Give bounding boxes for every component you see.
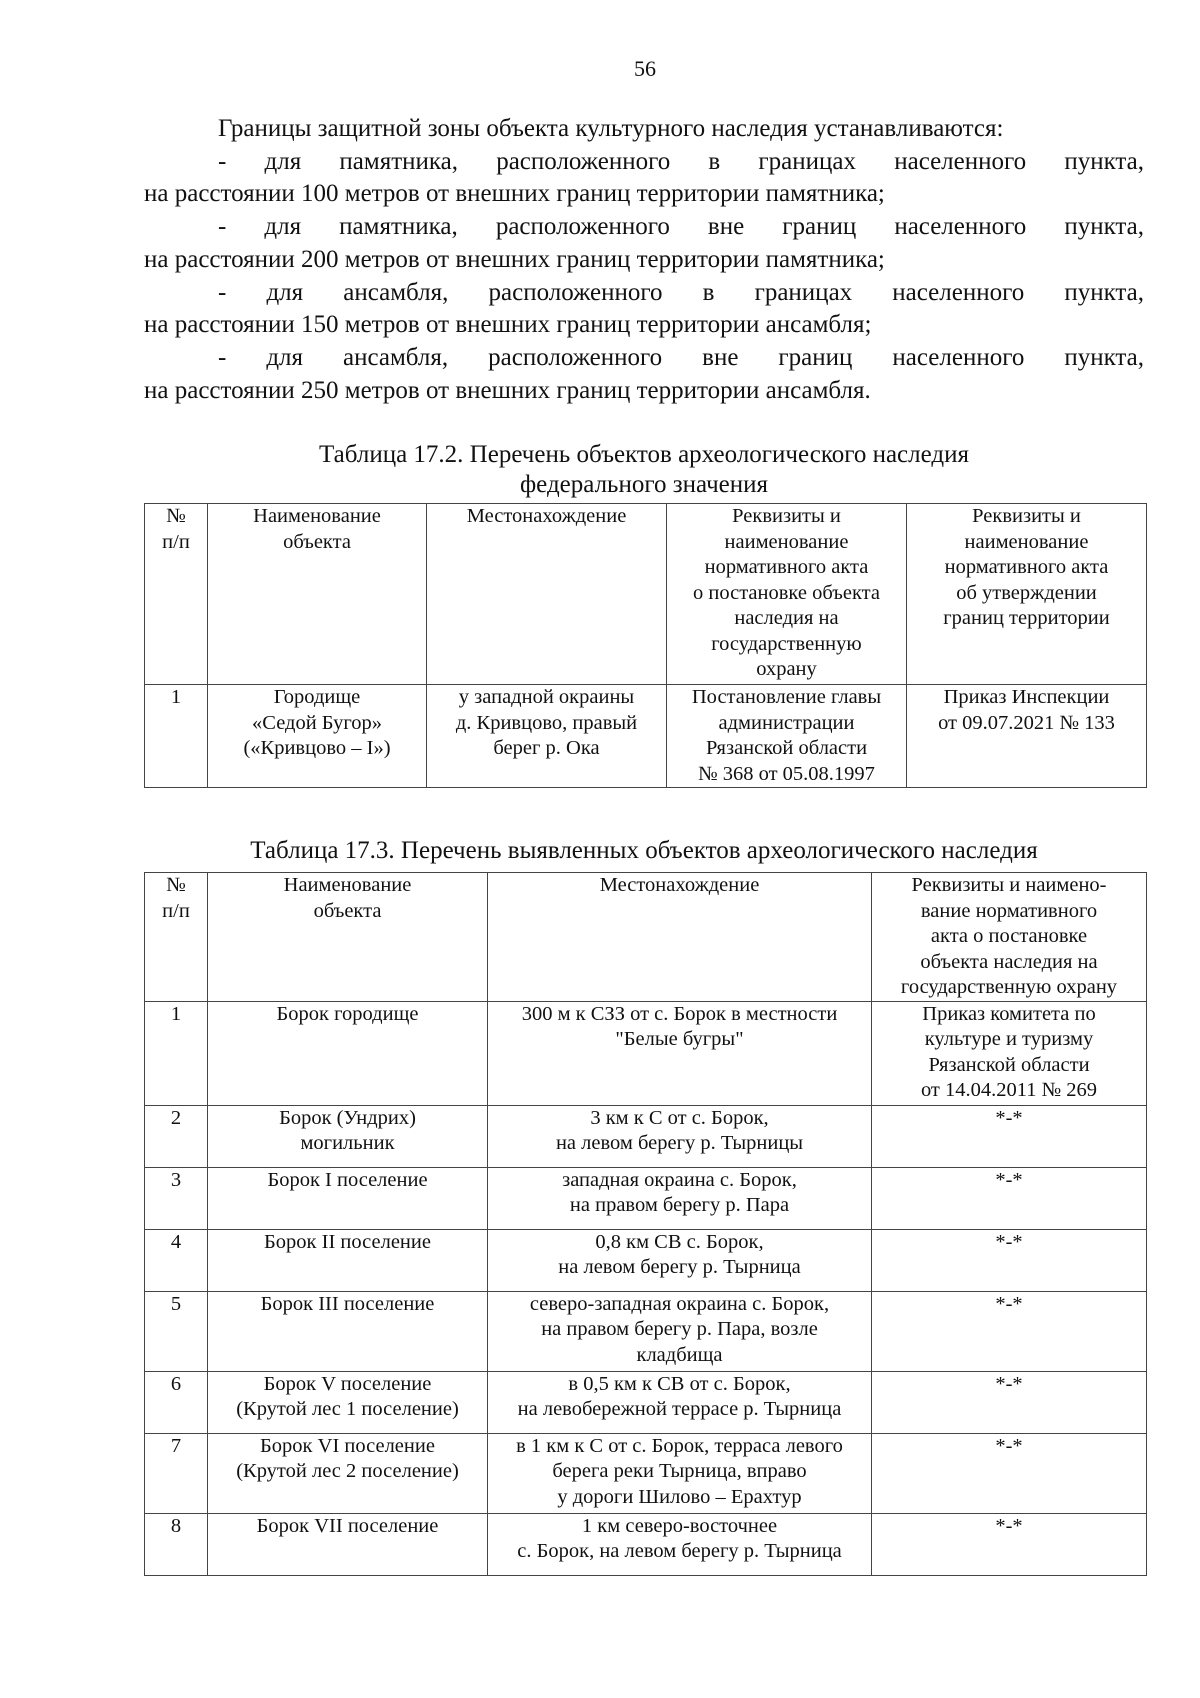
table2-cell-name: Борок II поселение bbox=[208, 1229, 488, 1291]
table-row bbox=[145, 1371, 1147, 1433]
table2-cell-name: Борок VII поселение bbox=[208, 1513, 488, 1575]
table1-cell-boundary-act: Приказ Инспекции от 09.07.2021 № 133 bbox=[907, 685, 1147, 788]
table-row bbox=[145, 1433, 1147, 1513]
table1-header-row bbox=[145, 504, 1147, 685]
table2-cell-num: 7 bbox=[145, 1433, 208, 1513]
table2-cell-protection-act: *-* bbox=[872, 1291, 1147, 1371]
table2-cell-protection-act: *-* bbox=[872, 1371, 1147, 1433]
table2-cell-protection-act: Приказ комитета по культуре и туризму Рязанской области от 14.04.2011 № 269 bbox=[872, 1001, 1147, 1105]
table2-cell-location: 1 км северо-восточнее с. Борок, на левом берегу р. Тырница bbox=[488, 1513, 872, 1575]
table2-cell-protection-act: *-* bbox=[872, 1433, 1147, 1513]
table2-cell-protection-act: *-* bbox=[872, 1229, 1147, 1291]
table2-header-num: № п/п bbox=[145, 873, 208, 1002]
table1-header-protection-act: Реквизиты и наименование нормативного акта о постановке объекта наследия на государственную охрану bbox=[667, 504, 907, 685]
table2-cell-num: 8 bbox=[145, 1513, 208, 1575]
intro-item-2-line2: на расстоянии 200 метров от внешних границ территории памятника; bbox=[144, 245, 885, 273]
table1-header-boundary-act: Реквизиты и наименование нормативного акта об утверждении границ территории bbox=[907, 504, 1147, 685]
table-row bbox=[145, 685, 1147, 788]
table2-cell-location: 0,8 км СВ с. Борок, на левом берегу р. Тырница bbox=[488, 1229, 872, 1291]
table-row bbox=[145, 1105, 1147, 1167]
table1-caption-line1: Таблица 17.2. Перечень объектов археологического наследия bbox=[319, 441, 969, 468]
table2-cell-protection-act: *-* bbox=[872, 1105, 1147, 1167]
table2-cell-location: в 1 км к С от с. Борок, терраса левого берега реки Тырница, вправо у дороги Шилово – Ерахтур bbox=[488, 1433, 872, 1513]
table1-header-name: Наименование объекта bbox=[208, 504, 427, 685]
table1-header-location: Местонахождение bbox=[427, 504, 667, 685]
table2-cell-num: 6 bbox=[145, 1371, 208, 1433]
table2-cell-location: 300 м к СЗЗ от с. Борок в местности "Белые бугры" bbox=[488, 1001, 872, 1105]
table2-cell-num: 5 bbox=[145, 1291, 208, 1371]
intro-item-3-line1: - для ансамбля, расположенного в границах населенного пункта, bbox=[218, 278, 1144, 306]
table2-cell-num: 2 bbox=[145, 1105, 208, 1167]
table2-header-protection-act: Реквизиты и наимено- вание нормативного акта о постановке объекта наследия на государственную охрану bbox=[872, 873, 1147, 1002]
intro-item-1-line2: на расстоянии 100 метров от внешних границ территории памятника; bbox=[144, 180, 885, 208]
table1-cell-location: у западной окраины д. Кривцово, правый берег р. Ока bbox=[427, 685, 667, 788]
table2-cell-protection-act: *-* bbox=[872, 1167, 1147, 1229]
table-identified-objects bbox=[144, 872, 1147, 1576]
table2-cell-name: Борок VI поселение (Крутой лес 2 поселение) bbox=[208, 1433, 488, 1513]
intro-item-4-line1: - для ансамбля, расположенного вне границ населенного пункта, bbox=[218, 343, 1144, 371]
table2-cell-name: Борок I поселение bbox=[208, 1167, 488, 1229]
intro-text bbox=[144, 113, 1144, 407]
table2-cell-location: 3 км к С от с. Борок, на левом берегу р. Тырницы bbox=[488, 1105, 872, 1167]
table2-cell-location: в 0,5 км к СВ от с. Борок, на левобережной террасе р. Тырница bbox=[488, 1371, 872, 1433]
table2-cell-num: 1 bbox=[145, 1001, 208, 1105]
intro-item-1-line1: - для памятника, расположенного в границах населенного пункта, bbox=[218, 147, 1144, 175]
table-row bbox=[145, 1229, 1147, 1291]
table-row bbox=[145, 1167, 1147, 1229]
table2-cell-num: 4 bbox=[145, 1229, 208, 1291]
table2-cell-name: Борок III поселение bbox=[208, 1291, 488, 1371]
table2-header-row bbox=[145, 873, 1147, 1002]
intro-item-3-line2: на расстоянии 150 метров от внешних границ территории ансамбля; bbox=[144, 311, 872, 339]
table2-cell-protection-act: *-* bbox=[872, 1513, 1147, 1575]
table-federal-objects bbox=[144, 503, 1147, 788]
table1-caption bbox=[144, 440, 1144, 500]
table1-cell-protection-act: Постановление главы администрации Рязанской области № 368 от 05.08.1997 bbox=[667, 685, 907, 788]
table1-cell-num: 1 bbox=[145, 685, 208, 788]
table2-cell-name: Борок V поселение (Крутой лес 1 поселение) bbox=[208, 1371, 488, 1433]
table2-caption: Таблица 17.3. Перечень выявленных объектов археологического наследия bbox=[250, 837, 1038, 864]
table2-header-name: Наименование объекта bbox=[208, 873, 488, 1002]
table2-cell-num: 3 bbox=[145, 1167, 208, 1229]
table2-cell-name: Борок (Ундрих) могильник bbox=[208, 1105, 488, 1167]
page-number: 56 bbox=[634, 56, 656, 81]
intro-item-4-line2: на расстоянии 250 метров от внешних границ территории ансамбля. bbox=[144, 376, 871, 404]
table-row bbox=[145, 1291, 1147, 1371]
table2-header-location: Местонахождение bbox=[488, 873, 872, 1002]
table1-cell-name: Городище «Седой Бугор» («Кривцово – I») bbox=[208, 685, 427, 788]
intro-first-line: Границы защитной зоны объекта культурного наследия устанавливаются: bbox=[218, 115, 1004, 142]
table1-header-num: № п/п bbox=[145, 504, 208, 685]
table-row bbox=[145, 1001, 1147, 1105]
intro-item-2-line1: - для памятника, расположенного вне границ населенного пункта, bbox=[218, 213, 1144, 241]
table2-cell-name: Борок городище bbox=[208, 1001, 488, 1105]
table1-caption-line2: федерального значения bbox=[519, 471, 768, 498]
table2-cell-location: северо-западная окраина с. Борок, на правом берегу р. Пара, возле кладбища bbox=[488, 1291, 872, 1371]
table-row bbox=[145, 1513, 1147, 1575]
table2-cell-location: западная окраина с. Борок, на правом берегу р. Пара bbox=[488, 1167, 872, 1229]
